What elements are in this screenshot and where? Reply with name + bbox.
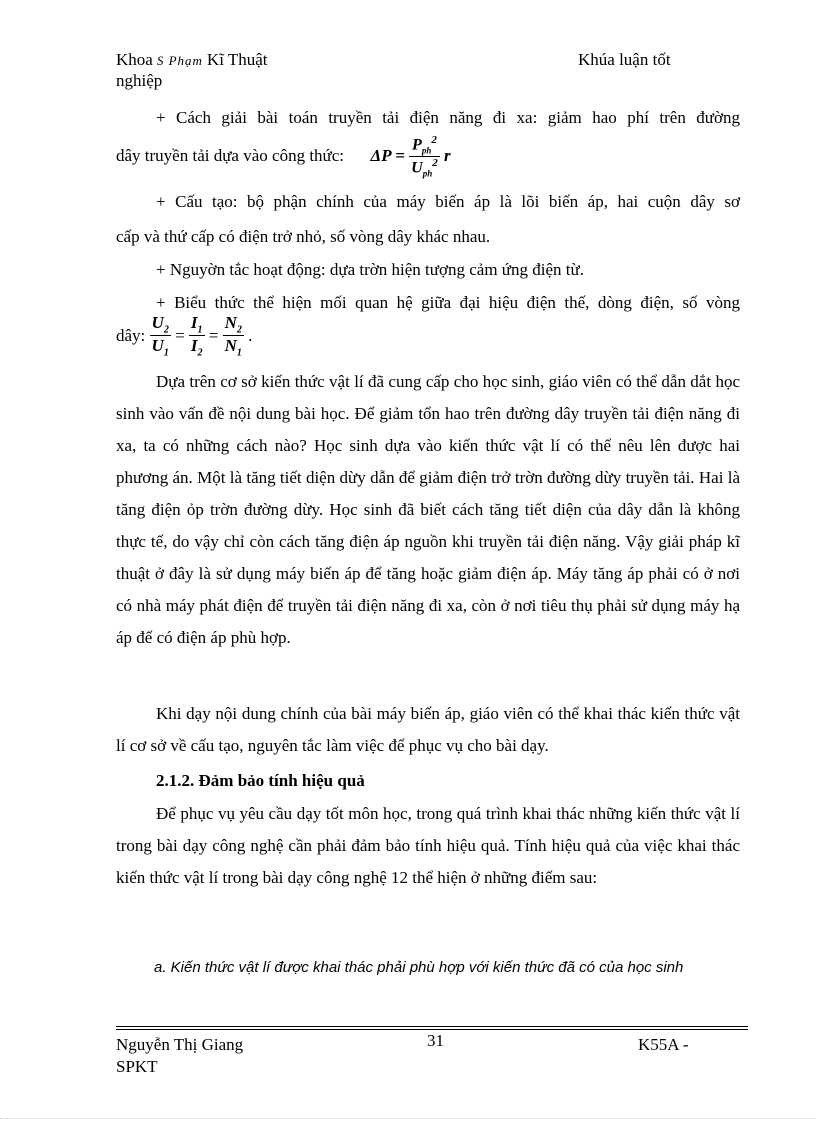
footer-dept: SPKT <box>116 1057 158 1076</box>
para4-line2: dây: $\frac{U_2}{U_1}$ = $\frac{I_1}{I_2}$ = $\frac{N_2}{N_1}$ . <box>116 313 253 359</box>
footer-class: K55A - <box>638 1035 689 1054</box>
ratio-current: $\frac{I_1}{I_2}$ <box>190 313 203 359</box>
section-heading: 2.1.2. Đảm bảo tính hiệu quả <box>156 771 365 790</box>
subsection-a: a. Kiến thức vật lí được khai thác phải phù hợp với kiến thức đã có của học sinh <box>154 959 684 976</box>
para4-line1: + Biểu thức thể hiện mối quan hệ giữa đại hiệu điện thế, dòng điện, số vòng <box>156 293 740 312</box>
header-faculty: Khoa <box>116 50 153 69</box>
para7 <box>116 798 740 894</box>
formula-lhs: ΔP = <box>370 146 405 166</box>
para6 <box>116 698 740 762</box>
para2-line2: cấp và thứ cấp có điện trở nhỏ, số vòng dây khác nhau. <box>116 227 491 246</box>
para6-text: Khi dạy nội dung chính của bài máy biến áp, giáo viên có thể khai thác kiến thức vật lí cơ sở về cấu tạo, nguyên tắc làm việc để phục vụ cho bài dạy. <box>116 704 740 755</box>
ratio-turns: $\frac{N_2}{N_1}$ <box>224 313 242 359</box>
header-faculty-line2: nghiệp <box>116 71 163 90</box>
header-left <box>116 50 376 91</box>
para1-line2-text: dây truyền tải dựa vào công thức: <box>116 146 345 166</box>
footer-rule-top <box>116 1026 748 1027</box>
page-number: 31 <box>427 1031 444 1050</box>
para5-text: Dựa trên cơ sở kiến thức vật lí đã cung cấp cho học sinh, giáo viên có thể dẫn dắt học sinh vào vấn đề nội dung bài học. Để giảm tổn hao trên đường dây truyền tải điện năng đi xa, ta có những cách nào? Học sinh dựa vào kiến thức vật lí có thể nêu lên được hai phương án. Một là tăng tiết diện dừy dẫn để giảm điện trở trờn đường dừy truyền tải. Hai là tăng điện ỏp trờn đường dừy. Học sinh đã biết cách tăng tiết diện của dây dẫn là không thực tế, do vậy chỉ còn cách tăng điện áp nguồn khi truyền tải điện năng. Vậy giải pháp kĩ thuật ở đây là sử dụng máy biến áp để tăng hoặc giảm điện áp. Máy tăng áp phải có ở nơi có nhà máy phát điện để truyền tải điện năng đi xa, còn ở nơi tiêu thụ phải sử dụng máy hạ áp để có điện áp phù hợp. <box>116 372 740 647</box>
para1-line2 <box>116 134 740 178</box>
header-faculty-suffix: Kĩ Thuật <box>206 50 268 69</box>
para4-line2-prefix: dây: <box>116 325 146 345</box>
formula-resistance: r <box>443 146 451 166</box>
para2-line1: + Cấu tạo: bộ phận chính của máy biến áp là lõi biến áp, hai cuộn dây sơ <box>156 192 740 211</box>
ratio-voltage: $\frac{U_2}{U_1}$ <box>151 313 169 359</box>
footer-author: Nguyễn Thị Giang SPKT <box>116 1035 244 1076</box>
faculty-logo: S Phạm <box>156 53 203 68</box>
para3-line1: + Nguyờn tắc hoạt động: dựa trờn hiện tượng cảm ứng điện từ. <box>156 260 584 279</box>
para7-text: Để phục vụ yêu cầu dạy tốt môn học, trong quá trình khai thác những kiến thức vật lí trong bài dạy công nghệ cần phải đảm bảo tính hiệu quả. Tính hiệu quả của việc khai thác kiến thức vật lí trong bài dạy công nghệ 12 thể hiện ở những điểm sau: <box>116 804 740 887</box>
page-edge <box>0 1118 816 1119</box>
header-right: Khúa luận tốt <box>578 50 671 69</box>
para5 <box>116 366 740 654</box>
para1-line1: + Cách giải bài toán truyền tải điện năng đi xa: giảm hao phí trên đường <box>156 108 740 127</box>
formula-power-loss: $\frac{P_{ph}^2}{U_{ph}^2}$ <box>411 134 438 179</box>
